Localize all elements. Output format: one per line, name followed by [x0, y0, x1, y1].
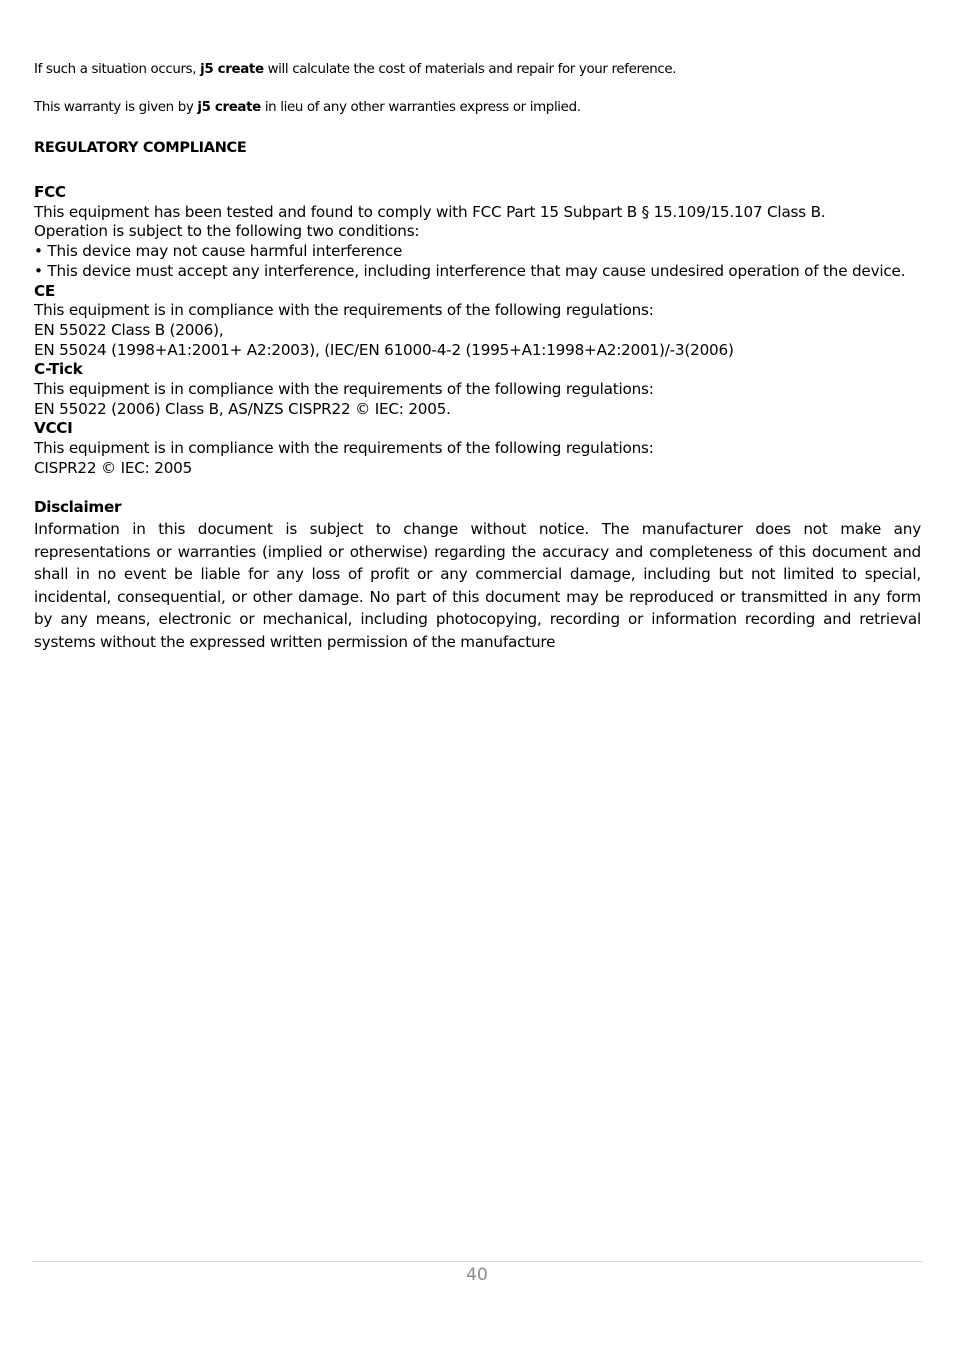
brand-name: j5 create [200, 62, 264, 77]
vcci-title: VCCI [34, 419, 73, 438]
disclaimer-text: Information in this document is subject to change without notice. The manufacturer does not make any representations or warranties (implied or otherwise) regarding the accuracy and completeness of this document and shall in no event be liable for any loss of profit or any commercial damage, including but not limited to special, incidental, consequential, or other damage. No part of this document may be reproduced or transmitted in any form by any means, electronic or mechanical, including photocopying, recording or information recording and retrieval systems without the expressed written permission of the manufacture [34, 519, 921, 651]
fcc-bullet: • This device must accept any interference, including interference that may cause undesired operation of the device. [34, 261, 906, 280]
vcci-section [34, 419, 921, 478]
fcc-bullet: • This device may not cause harmful interference [34, 242, 403, 261]
section-spacer [34, 479, 921, 499]
footer-divider [32, 1261, 923, 1262]
warranty-lieu-paragraph [34, 99, 581, 117]
fcc-title: FCC [34, 183, 66, 201]
brand-name: j5 create [197, 100, 261, 115]
fcc-line: This equipment has been tested and found to comply with FCC Part 15 Subpart B § 15.109/15.107 Class B. [34, 202, 826, 221]
paragraph-text: in lieu of any other warranties express or implied. [260, 100, 581, 115]
vcci-line: CISPR22 © IEC: 2005 [34, 458, 193, 477]
paragraph-text: will calculate the cost of materials and repair for your reference. [263, 62, 677, 77]
fcc-section [34, 183, 921, 282]
ctick-line: This equipment is in compliance with the requirements of the following regulations: [34, 380, 654, 399]
ctick-line: EN 55022 (2006) Class B, AS/NZS CISPR22 © IEC: 2005. [34, 399, 451, 418]
page-number: 40 [466, 1265, 488, 1285]
ce-line: EN 55024 (1998+A1:2001+ A2:2003), (IEC/EN 61000-4-2 (1995+A1:1998+A2:2001)/-3(2006) [34, 340, 734, 359]
ctick-title: C-Tick [34, 360, 83, 379]
ce-line: This equipment is in compliance with the requirements of the following regulations: [34, 301, 654, 320]
ce-line: EN 55022 Class B (2006), [34, 320, 224, 339]
ce-section [34, 282, 921, 361]
disclaimer-section [34, 498, 921, 653]
paragraph-text: If such a situation occurs, [34, 62, 201, 77]
disclaimer-title: Disclaimer [34, 498, 122, 517]
paragraph-text: This warranty is given by [34, 100, 198, 115]
fcc-line: Operation is subject to the following two conditions: [34, 222, 420, 241]
regulatory-sections [34, 183, 921, 654]
ce-title: CE [34, 281, 55, 300]
regulatory-compliance-heading: REGULATORY COMPLIANCE [34, 140, 247, 156]
warranty-cost-paragraph [34, 61, 676, 79]
vcci-line: This equipment is in compliance with the requirements of the following regulations: [34, 439, 654, 458]
ctick-section [34, 360, 921, 419]
